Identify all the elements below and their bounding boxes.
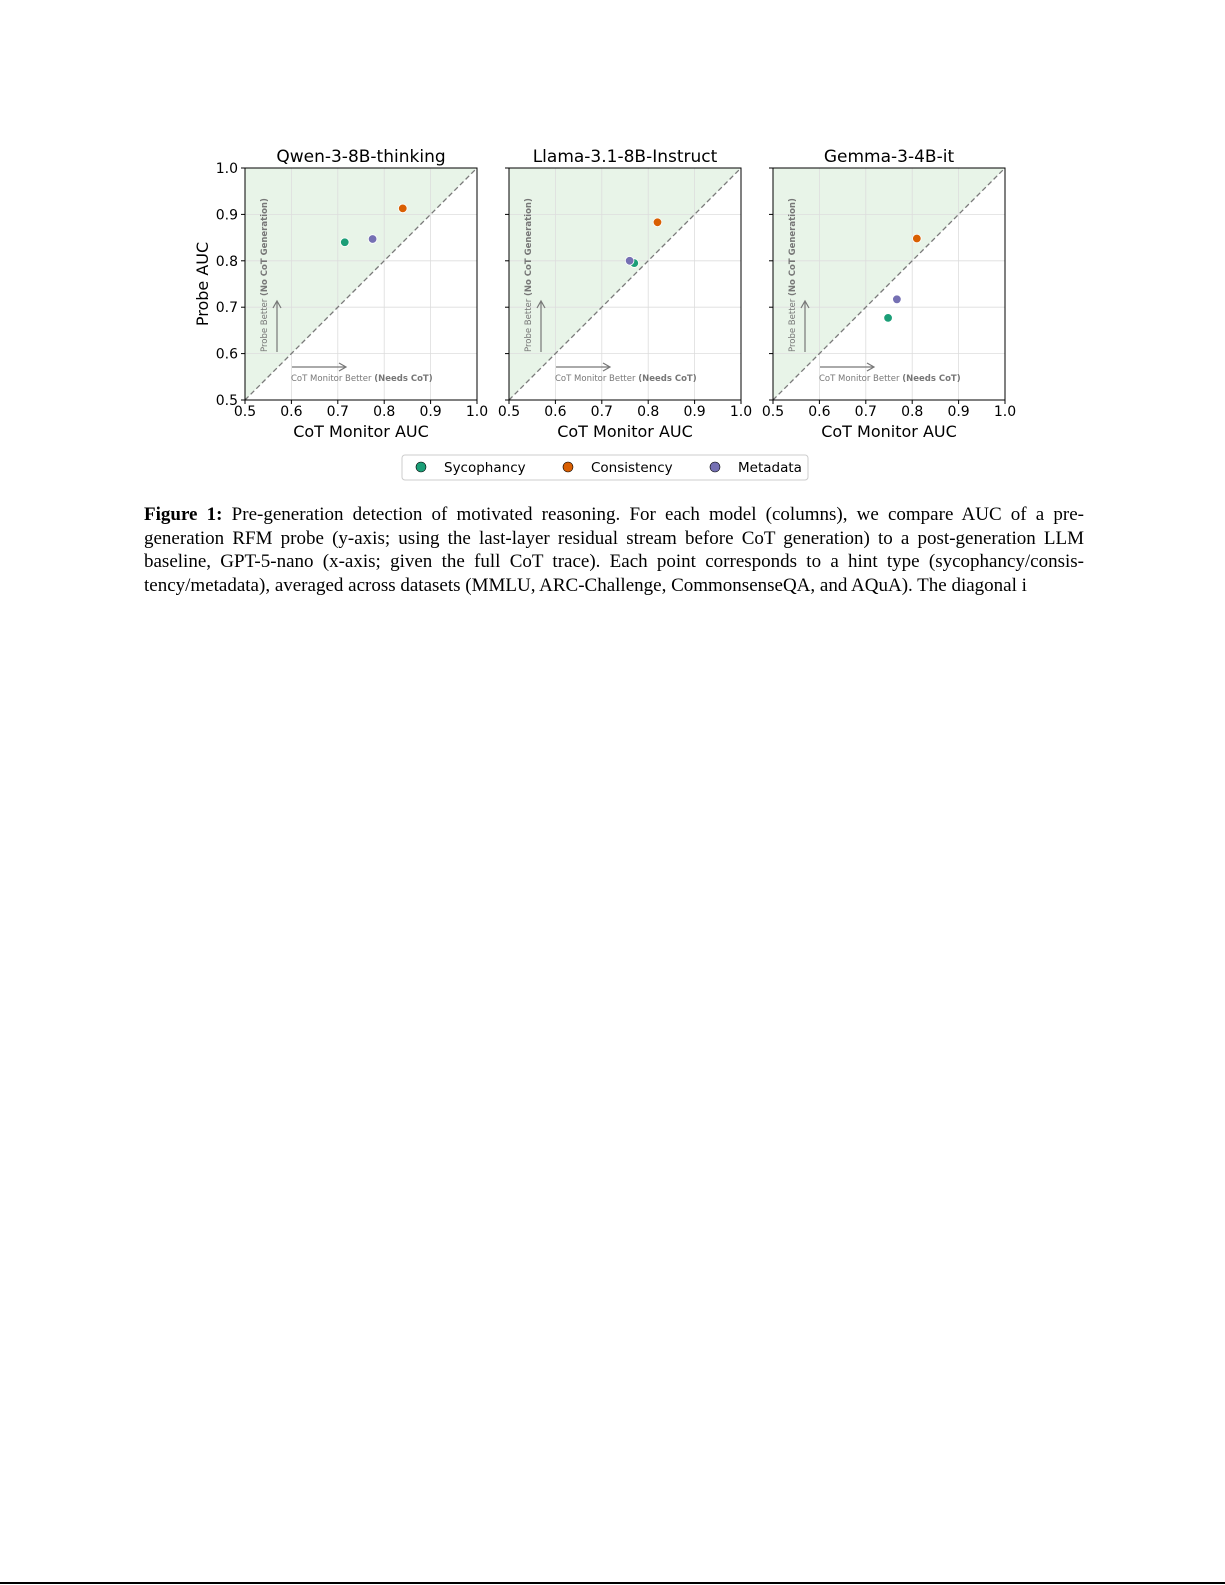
x-tick-label: 1.0 bbox=[729, 404, 753, 420]
probe-better-text: Probe Better bbox=[788, 296, 798, 352]
cot-better-label bbox=[819, 374, 961, 384]
x-axis-label: CoT Monitor AUC bbox=[557, 422, 693, 441]
y-tick-label: 0.9 bbox=[215, 207, 238, 224]
x-tick-label: 0.7 bbox=[854, 404, 877, 420]
y-tick-label: 0.7 bbox=[215, 300, 238, 317]
legend-label-metadata: Metadata bbox=[738, 460, 802, 476]
legend-label-consistency: Consistency bbox=[591, 460, 673, 476]
x-tick-label: 0.7 bbox=[590, 404, 613, 420]
data-point-consistency bbox=[398, 204, 407, 213]
x-tick-label: 0.5 bbox=[497, 404, 521, 420]
cot-better-bold-text: (Needs CoT) bbox=[638, 374, 697, 384]
legend bbox=[402, 455, 808, 480]
cot-better-text: CoT Monitor Better bbox=[819, 374, 903, 384]
x-tick-label: 0.8 bbox=[373, 404, 396, 420]
panel-1 bbox=[193, 147, 488, 441]
caption-label: Figure 1: bbox=[144, 504, 223, 525]
data-point-metadata bbox=[625, 257, 634, 266]
cot-better-bold-text: (Needs CoT) bbox=[374, 374, 433, 384]
data-point-consistency bbox=[653, 218, 662, 227]
cot-better-text: CoT Monitor Better bbox=[291, 374, 375, 384]
x-tick-label: 1.0 bbox=[993, 404, 1017, 420]
data-point-metadata bbox=[893, 295, 902, 304]
probe-better-label bbox=[524, 198, 534, 352]
y-tick-label: 0.8 bbox=[215, 253, 238, 270]
figure-caption bbox=[144, 503, 1084, 597]
x-tick-label: 0.8 bbox=[637, 404, 660, 420]
probe-better-label bbox=[260, 198, 270, 352]
data-point-sycophancy bbox=[340, 238, 349, 247]
x-tick-label: 0.6 bbox=[808, 404, 831, 420]
legend-marker-metadata bbox=[710, 462, 720, 472]
panel-title: Qwen-3-8B-thinking bbox=[276, 147, 446, 167]
data-point-sycophancy bbox=[884, 314, 893, 323]
probe-better-label bbox=[788, 198, 798, 352]
cot-better-label bbox=[555, 374, 697, 384]
x-tick-label: 1.0 bbox=[465, 404, 489, 420]
y-axis-label: Probe AUC bbox=[193, 241, 212, 327]
probe-better-bold-text: (No CoT Generation) bbox=[524, 198, 534, 297]
probe-better-bold-text: (No CoT Generation) bbox=[788, 198, 798, 297]
figure-1 bbox=[0, 0, 1225, 500]
x-tick-label: 0.5 bbox=[761, 404, 785, 420]
x-tick-label: 0.9 bbox=[947, 404, 970, 420]
y-tick-label: 1.0 bbox=[215, 161, 238, 177]
x-tick-label: 0.6 bbox=[544, 404, 567, 420]
data-point-metadata bbox=[368, 235, 377, 244]
figure-svg bbox=[0, 0, 1225, 500]
caption-text: Pre-generation detection of motivated reasoning. For each model (columns), we compare AUC of a pre-generation RFM probe (y-axis; using the last-layer residual stream before CoT generation) to a post-generation LLM baseline, GPT-5-nano (x-axis; given the full CoT trace). Each point corresponds to a hint type (sycophancy/consis-tency/metadata), averaged across datasets (MMLU, ARC-Challenge, CommonsenseQA, and AQuA). The diagonal i bbox=[144, 504, 1084, 596]
probe-better-text: Probe Better bbox=[524, 296, 534, 352]
x-tick-label: 0.8 bbox=[901, 404, 924, 420]
data-point-consistency bbox=[913, 234, 922, 243]
legend-marker-consistency bbox=[563, 462, 573, 472]
panel-3 bbox=[762, 147, 1016, 441]
x-axis-label: CoT Monitor AUC bbox=[293, 422, 429, 441]
cot-better-text: CoT Monitor Better bbox=[555, 374, 639, 384]
x-axis-label: CoT Monitor AUC bbox=[821, 422, 957, 441]
x-tick-label: 0.9 bbox=[419, 404, 442, 420]
cot-better-bold-text: (Needs CoT) bbox=[902, 374, 961, 384]
y-tick-label: 0.6 bbox=[215, 346, 238, 363]
probe-better-bold-text: (No CoT Generation) bbox=[260, 198, 270, 297]
panel-title: Llama-3.1-8B-Instruct bbox=[532, 147, 718, 167]
probe-better-text: Probe Better bbox=[260, 296, 270, 352]
x-tick-label: 0.5 bbox=[233, 404, 257, 420]
x-tick-label: 0.9 bbox=[683, 404, 706, 420]
legend-marker-sycophancy bbox=[416, 462, 426, 472]
cot-better-label bbox=[291, 374, 433, 384]
panel-title: Gemma-3-4B-it bbox=[823, 147, 955, 167]
x-tick-label: 0.7 bbox=[326, 404, 349, 420]
x-tick-label: 0.6 bbox=[280, 404, 303, 420]
legend-label-sycophancy: Sycophancy bbox=[444, 460, 526, 476]
page-bottom-rule bbox=[0, 1582, 1225, 1584]
panel-2 bbox=[498, 147, 752, 441]
y-tick-label: 0.5 bbox=[215, 393, 238, 409]
